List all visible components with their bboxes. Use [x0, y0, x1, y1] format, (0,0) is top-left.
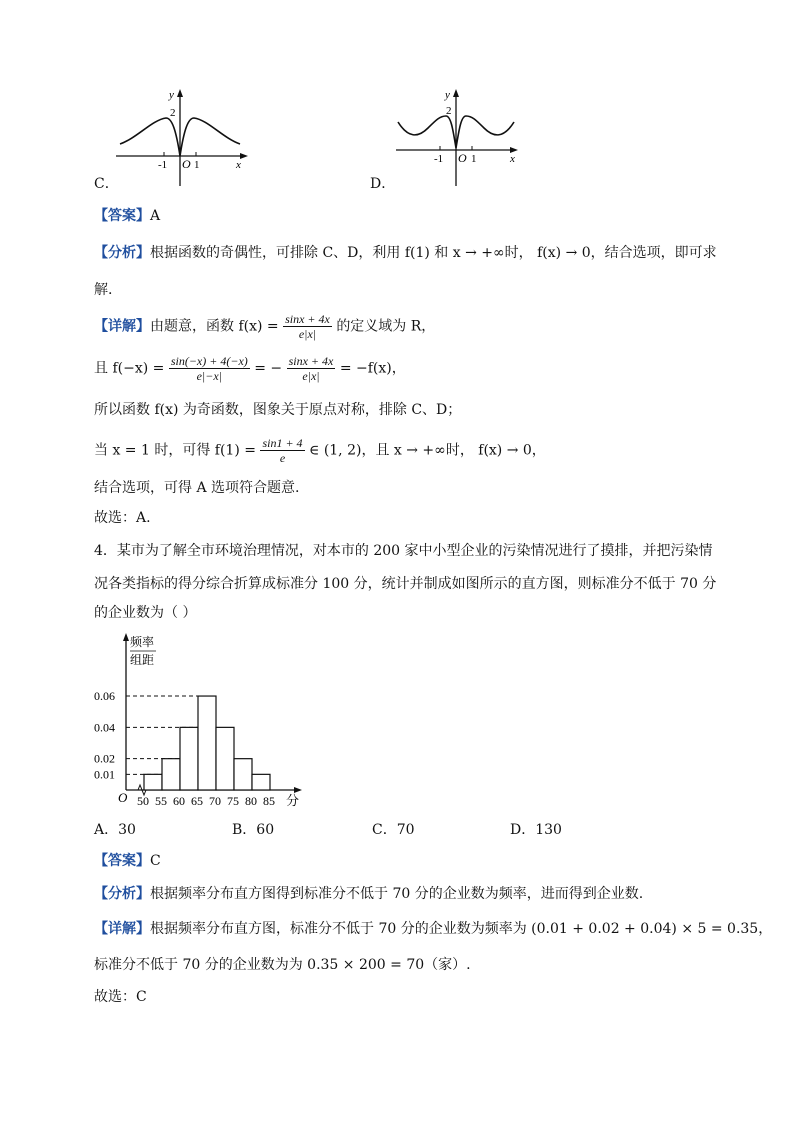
graph-c	[112, 86, 252, 188]
answer-value: A	[150, 208, 161, 224]
graph-d-origin: O	[458, 151, 467, 165]
q4-stem-line-2: 况各类指标的得分综合折算成标准分 100 分，统计并制成如图所示的直方图，则标准分不低于 70 分	[94, 576, 717, 592]
graph-d	[392, 86, 532, 188]
histogram-bar	[144, 774, 162, 790]
analysis-tag: 【分析】	[94, 245, 150, 261]
analysis-text: 根据频率分布直方图得到标准分不低于 70 分的企业数为频率，进而得到企业数.	[150, 886, 644, 902]
answer-value: C	[150, 853, 161, 869]
detail-text-a: 且 f(−x) =	[94, 360, 165, 377]
detail-text-a: 当 x = 1 时，可得 f(1) =	[94, 442, 256, 459]
option-a: A．30	[94, 822, 136, 838]
histogram-bar	[162, 759, 180, 790]
detail-text-b: = −f(x)，	[339, 360, 406, 377]
answer-tag: 【答案】	[94, 208, 150, 224]
x-tick-label: 75	[227, 794, 239, 808]
q4-analysis-line	[94, 884, 643, 904]
chart-origin: O	[118, 790, 128, 805]
graph-d-x-label: x	[510, 153, 515, 165]
denominator: e|x|	[302, 369, 320, 383]
histogram-bar	[252, 774, 270, 790]
denominator: e|−x|	[196, 369, 222, 383]
q4-detail-line-2: 标准分不低于 70 分的企业数为为 0.35 × 200 = 70（家）.	[94, 957, 471, 973]
x-tick-label: 65	[191, 794, 203, 808]
q3-detail-line-4	[94, 436, 546, 465]
x-tick-label: 70	[209, 794, 221, 808]
graph-d-y-label: y	[445, 89, 450, 101]
detail-text-a: 由题意，函数 f(x) =	[150, 318, 279, 335]
chart-ylabel-top: 频率	[130, 635, 155, 649]
q4-stem-line-3: 的企业数为（ ）	[94, 605, 197, 621]
q3-analysis-line-2: 解.	[94, 282, 113, 298]
graph-d-option: D．	[370, 176, 396, 192]
q3-answer-line	[94, 206, 160, 226]
analysis-text: 根据函数的奇偶性，可排除 C、D，利用 f(1) 和 x → +∞时， f(x) → 0，结合选项，即可求	[150, 245, 717, 261]
graph-c-tick-2: 2	[170, 107, 176, 119]
numerator: sin1 + 4	[262, 436, 303, 450]
q4-answer-line	[94, 851, 161, 871]
q4-stem-line-1: 4．某市为了解全市环境治理情况，对本市的 200 家中小型企业的污染情况进行了摸排，并把污染情	[94, 543, 713, 559]
graph-d-tick-neg1: -1	[434, 153, 444, 165]
detail-text-b: ∈ (1, 2)，且 x → +∞时， f(x) → 0，	[309, 442, 546, 459]
q3-analysis-line-1	[94, 243, 717, 263]
q3-detail-line-1	[94, 312, 435, 341]
graph-d-tick-1: 1	[471, 153, 477, 165]
numerator: sinx + 4x	[285, 312, 330, 326]
q3-detail-line-5: 结合选项，可得 A 选项符合题意.	[94, 480, 300, 496]
histogram-bar	[216, 727, 234, 790]
q4-detail-line-1	[94, 919, 772, 939]
x-tick-label: 55	[155, 794, 167, 808]
histogram-chart	[90, 630, 310, 812]
graph-c-tick-1: 1	[194, 159, 200, 171]
detail-text-b: 的定义域为 R，	[336, 318, 436, 335]
numerator: sin(−x) + 4(−x)	[170, 354, 248, 368]
analysis-tag: 【分析】	[94, 886, 150, 902]
y-tick-label: 0.06	[94, 689, 115, 704]
q4-choice: 故选：C	[94, 989, 147, 1005]
detail-tag: 【详解】	[94, 921, 150, 937]
histogram-bar	[234, 759, 252, 790]
x-tick-label: 50	[137, 794, 149, 808]
equals-minus: = −	[254, 360, 283, 377]
q3-choice: 故选：A.	[94, 510, 151, 526]
detail-tag: 【详解】	[94, 318, 150, 335]
answer-tag: 【答案】	[94, 853, 150, 869]
denominator: e	[279, 451, 286, 465]
fraction	[169, 354, 250, 383]
y-tick-label: 0.04	[94, 720, 115, 735]
q3-detail-line-2	[94, 354, 406, 383]
option-b: B．60	[232, 822, 275, 838]
option-d: D．130	[510, 822, 562, 838]
histogram-bar	[198, 696, 216, 790]
q3-detail-line-3: 所以函数 f(x) 为奇函数，图象关于原点对称，排除 C、D；	[94, 402, 462, 418]
y-tick-label: 0.02	[94, 751, 115, 766]
graph-d-tick-2: 2	[446, 105, 452, 117]
graph-c-tick-neg1: -1	[158, 159, 168, 171]
denominator: e|x|	[298, 327, 317, 341]
graph-c-x-label: x	[236, 159, 241, 171]
x-tick-label: 80	[245, 794, 257, 808]
fraction	[283, 312, 332, 341]
chart-xlabel: 分	[286, 793, 300, 808]
numerator: sinx + 4x	[288, 354, 334, 368]
x-tick-label: 60	[173, 794, 185, 808]
histogram-bar	[180, 727, 198, 790]
graph-c-option: C．	[94, 176, 119, 192]
detail-text: 根据频率分布直方图，标准分不低于 70 分的企业数为频率为 (0.01 + 0.02 + 0.04) × 5 = 0.35，	[150, 921, 773, 937]
graph-c-y-label: y	[169, 89, 174, 101]
option-c: C．70	[372, 822, 415, 838]
graph-c-origin: O	[182, 157, 191, 171]
x-tick-label: 85	[263, 794, 275, 808]
fraction	[287, 354, 336, 383]
y-tick-label: 0.01	[94, 767, 115, 782]
fraction	[260, 436, 304, 465]
chart-ylabel-bottom: 组距	[130, 653, 155, 667]
